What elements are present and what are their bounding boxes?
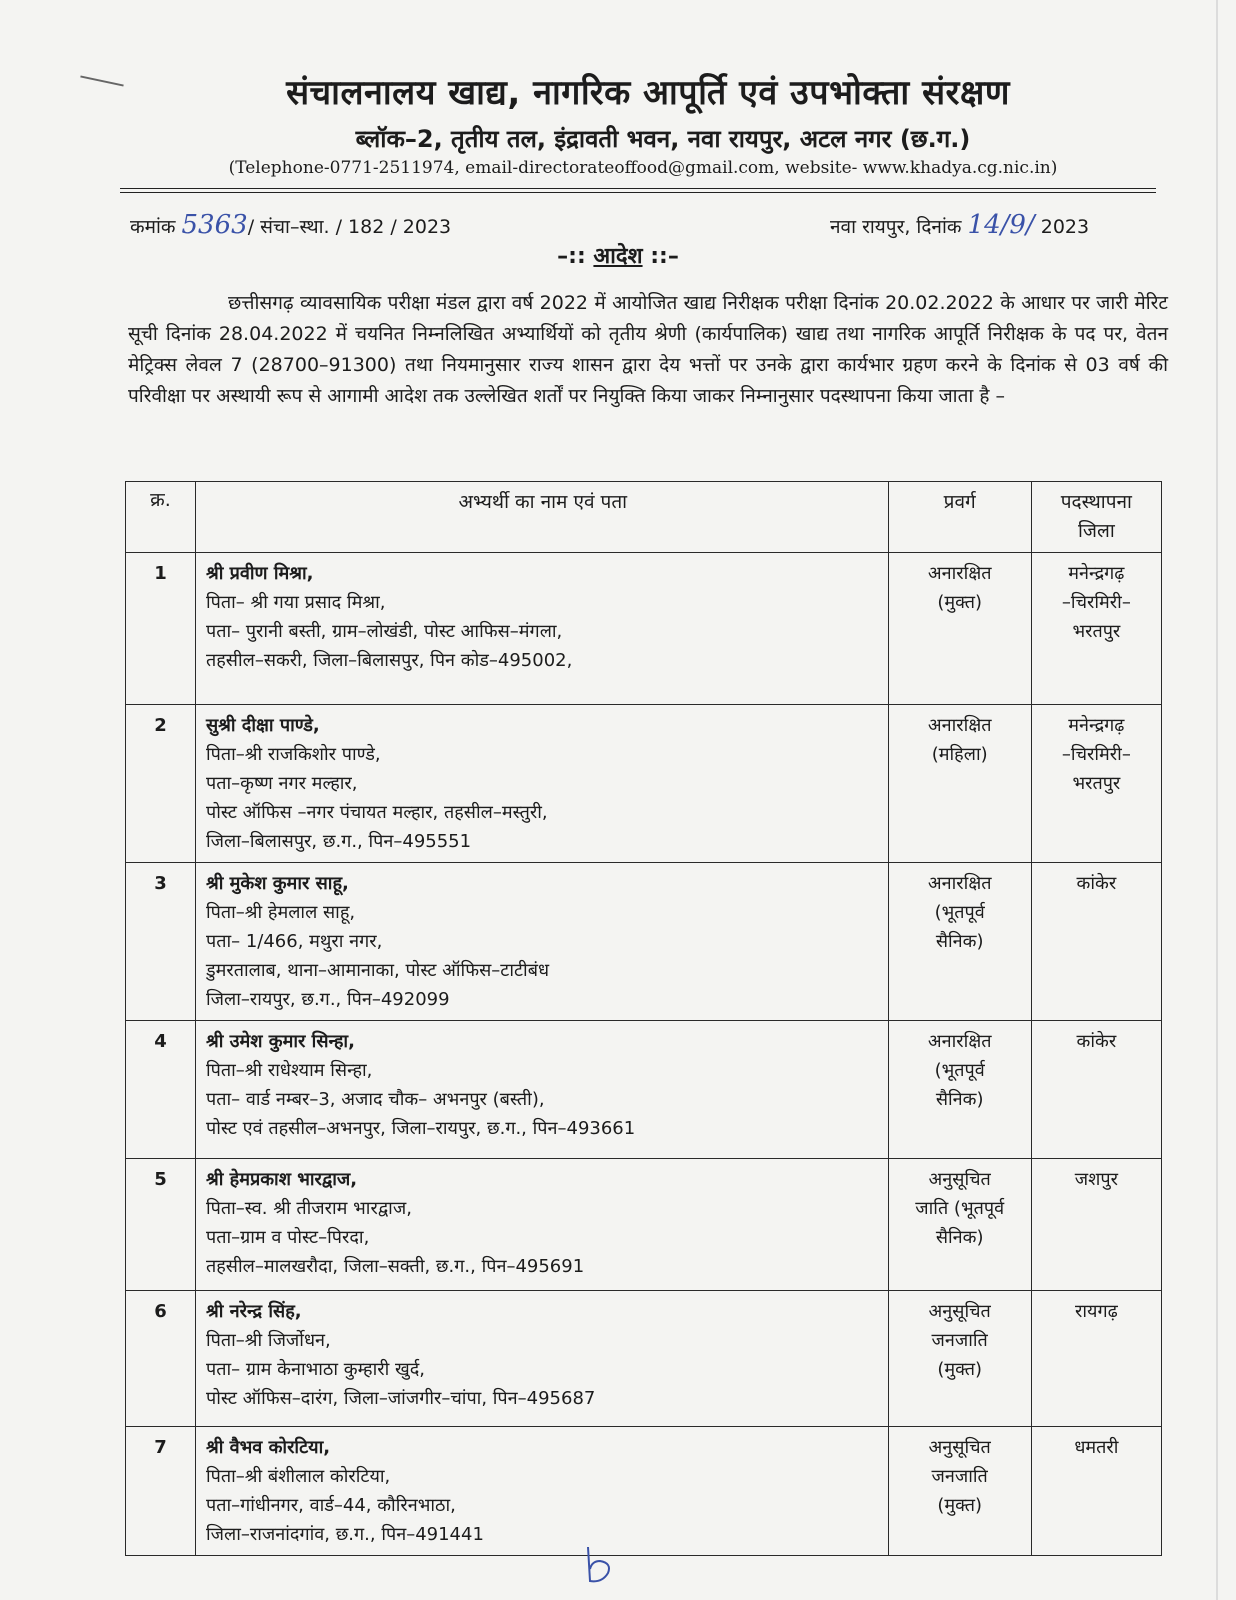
serial-no: 1	[126, 553, 196, 705]
place-date: नवा रायपुर, दिनांक 14/9/ 2023	[830, 210, 1090, 240]
district-line: –चिरमिरी–	[1061, 592, 1131, 613]
address-line: पता– वार्ड नम्बर–3, अजाद चौक– अभनपुर (बस्ती),	[205, 1089, 545, 1110]
category	[888, 705, 1031, 863]
posting-district	[1031, 1291, 1161, 1427]
candidate-name: श्री हेमप्रकाश भारद्वाज,	[205, 1169, 358, 1190]
district-line: भरतपुर	[1072, 621, 1121, 642]
address-line: पिता–श्री राजकिशोर पाण्डे,	[205, 744, 381, 765]
posting-district	[1031, 705, 1161, 863]
category-line: (मुक्त)	[937, 592, 983, 613]
category-line: (भूतपूर्व	[934, 1060, 985, 1081]
serial-no: 3	[126, 863, 196, 1021]
candidate-name-address	[195, 1021, 888, 1159]
header-category: प्रवर्ग	[888, 482, 1031, 553]
district-line: जशपुर	[1074, 1169, 1118, 1190]
category-line: अनुसूचित	[928, 1169, 991, 1190]
category-line: (महिला)	[931, 744, 988, 765]
address-line: पता– पुरानी बस्ती, ग्राम–लोखंडी, पोस्ट आफिस–मंगला,	[205, 621, 563, 642]
table-row	[126, 553, 1162, 705]
header-posting-district: पदस्थापना जिला	[1031, 482, 1161, 553]
address-line: पता–ग्राम व पोस्ट–पिरदा,	[205, 1227, 370, 1248]
category-line: अनुसूचित	[928, 1301, 991, 1322]
candidate-name-address	[195, 1159, 888, 1291]
category	[888, 863, 1031, 1021]
table-row	[126, 1021, 1162, 1159]
district-line: कांकेर	[1076, 873, 1117, 894]
handwritten-initial	[580, 1545, 616, 1585]
category-line: सैनिक)	[935, 1089, 984, 1110]
address-line: पिता–श्री राधेश्याम सिन्हा,	[205, 1060, 373, 1081]
table-row	[126, 1291, 1162, 1427]
candidate-name: श्री उमेश कुमार सिन्हा,	[205, 1031, 355, 1052]
address-line: जिला–राजनांदगांव, छ.ग., पिन–491441	[205, 1524, 484, 1545]
order-body: छत्तीसगढ़ व्यावसायिक परीक्षा मंडल द्वारा वर्ष 2022 में आयोजित खाद्य निरीक्षक परीक्षा दिनांक 20.02.2022 के आधार पर जारी मेरिट सूची दिनांक 28.04.2022 में चयनित निम्नलिखित अभ्यार्थियों को तृतीय श्रेणी (कार्यपालिक) खाद्य तथा नागरिक आपूर्ति निरीक्षक के पद पर, वेतन मेट्रिक्स लेवल 7 (28700–91300) तथा नियमानुसार राज्य शासन द्वारा देय भत्तों पर उनके द्वारा कार्यभार ग्रहण करने के दिनांक से 03 वर्ष की परिवीक्षा पर अस्थायी रूप से आगामी आदेश तक उल्लेखित शर्तों पर नियुक्ति किया जाकर निम्नानुसार पदस्थापना किया जाता है –	[128, 292, 1168, 407]
org-title: संचालनालय खाद्य, नागरिक आपूर्ति एवं उपभोक्ता संरक्षण	[286, 73, 1010, 113]
category-line: (भूतपूर्व	[934, 902, 985, 923]
header-serial: क्र.	[126, 482, 196, 553]
order-title: –:: आदेश ::–	[557, 244, 679, 269]
category-line: जाति (भूतपूर्व	[915, 1198, 1005, 1219]
posting-district	[1031, 553, 1161, 705]
table-row	[126, 863, 1162, 1021]
category	[888, 1291, 1031, 1427]
category	[888, 553, 1031, 705]
district-line: भरतपुर	[1072, 773, 1121, 794]
serial-no: 7	[126, 1427, 196, 1556]
posting-district	[1031, 1159, 1161, 1291]
address-line: पोस्ट ऑफिस –नगर पंचायत मल्हार, तहसील–मस्तुरी,	[205, 802, 548, 823]
handwritten-number: 5363	[181, 210, 248, 240]
address-line: पिता–श्री हेमलाल साहू,	[205, 902, 356, 923]
serial-no: 2	[126, 705, 196, 863]
address-line: पता– 1/466, मथुरा नगर,	[205, 931, 383, 952]
address-line: पता–कृष्ण नगर मल्हार,	[205, 773, 358, 794]
candidate-name: श्री प्रवीण मिश्रा,	[205, 563, 314, 584]
address-line: डुमरतालाब, थाना–आमानाका, पोस्ट ऑफिस–टाटीबंध	[205, 960, 550, 981]
org-address: ब्लॉक–2, तृतीय तल, इंद्रावती भवन, नवा रायपुर, अटल नगर (छ.ग.)	[355, 125, 971, 153]
category-line: सैनिक)	[935, 931, 984, 952]
category	[888, 1427, 1031, 1556]
header-divider	[120, 188, 1156, 189]
category-line: सैनिक)	[935, 1227, 984, 1248]
table-row	[126, 1427, 1162, 1556]
candidate-name: श्री मुकेश कुमार साहू,	[205, 873, 349, 894]
candidate-name: श्री वैभव कोरटिया,	[205, 1437, 331, 1458]
reference-number: कमांक 5363/ संचा–स्था. / 182 / 2023	[130, 210, 452, 240]
handwritten-date: 14/9/	[967, 210, 1035, 240]
table-row	[126, 705, 1162, 863]
candidate-name-address	[195, 1427, 888, 1556]
serial-no: 4	[126, 1021, 196, 1159]
serial-no: 6	[126, 1291, 196, 1427]
address-line: पिता– श्री गया प्रसाद मिश्रा,	[205, 592, 386, 613]
district-line: मनेन्द्रगढ़	[1068, 715, 1125, 736]
address-line: जिला–रायपुर, छ.ग., पिन–492099	[205, 989, 450, 1010]
posting-district	[1031, 1427, 1161, 1556]
address-line: जिला–बिलासपुर, छ.ग., पिन–495551	[205, 831, 472, 852]
category-line: जनजाति	[931, 1330, 988, 1351]
address-line: तहसील–मालखरौदा, जिला–सक्ती, छ.ग., पिन–495691	[205, 1256, 585, 1277]
posting-district	[1031, 1021, 1161, 1159]
address-line: पिता–श्री बंशीलाल कोरटिया,	[205, 1466, 391, 1487]
table-header-row	[126, 482, 1162, 553]
category	[888, 1021, 1031, 1159]
candidate-name-address	[195, 553, 888, 705]
category	[888, 1159, 1031, 1291]
category-line: अनुसूचित	[928, 1437, 991, 1458]
category-line: अनारक्षित	[927, 563, 992, 584]
category-line: (मुक्त)	[937, 1359, 983, 1380]
district-line: रायगढ़	[1075, 1301, 1118, 1322]
candidate-name-address	[195, 1291, 888, 1427]
district-line: –चिरमिरी–	[1061, 744, 1131, 765]
category-line: अनारक्षित	[927, 1031, 992, 1052]
candidate-name-address	[195, 863, 888, 1021]
district-line: धमतरी	[1074, 1437, 1119, 1458]
header-name-address: अभ्यर्थी का नाम एवं पता	[195, 482, 888, 553]
category-line: अनारक्षित	[927, 873, 992, 894]
address-line: तहसील–सकरी, जिला–बिलासपुर, पिन कोड–495002,	[205, 650, 573, 671]
district-line: कांकेर	[1076, 1031, 1117, 1052]
org-contact: (Telephone-0771-2511974, email-directorateoffood@gmail.com, website- www.khadya.cg.nic.in)	[228, 158, 1058, 178]
appointments-table	[125, 481, 1162, 1556]
serial-no: 5	[126, 1159, 196, 1291]
table-row	[126, 1159, 1162, 1291]
address-line: पिता–स्व. श्री तीजराम भारद्वाज,	[205, 1198, 412, 1219]
address-line: पता– ग्राम केनाभाठा कुम्हारी खुर्द,	[205, 1359, 425, 1380]
category-line: (मुक्त)	[937, 1495, 983, 1516]
address-line: पोस्ट एवं तहसील–अभनपुर, जिला–रायपुर, छ.ग., पिन–493661	[205, 1118, 636, 1139]
address-line: पोस्ट ऑफिस–दारंग, जिला–जांजगीर–चांपा, पिन–495687	[205, 1388, 596, 1409]
posting-district	[1031, 863, 1161, 1021]
candidate-name-address	[195, 705, 888, 863]
address-line: पता–गांधीनगर, वार्ड–44, कौरिनभाठा,	[205, 1495, 456, 1516]
address-line: पिता–श्री जिर्जोधन,	[205, 1330, 331, 1351]
category-line: जनजाति	[931, 1466, 988, 1487]
district-line: मनेन्द्रगढ़	[1068, 563, 1125, 584]
candidate-name: सुश्री दीक्षा पाण्डे,	[205, 715, 320, 736]
header-divider-2	[120, 192, 1156, 193]
category-line: अनारक्षित	[927, 715, 992, 736]
candidate-name: श्री नरेन्द्र सिंह,	[205, 1301, 302, 1322]
